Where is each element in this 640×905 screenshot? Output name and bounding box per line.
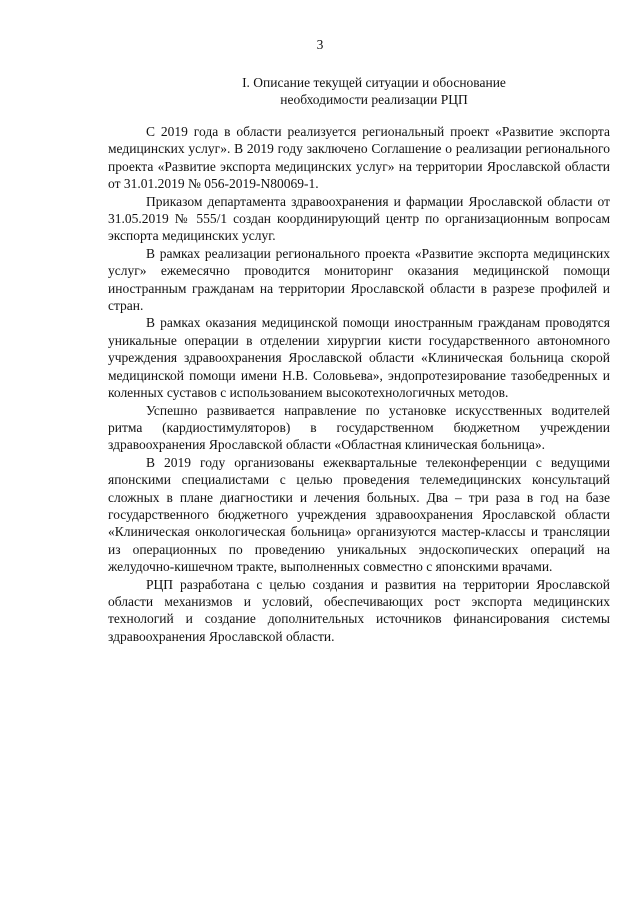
section-heading <box>108 74 640 108</box>
body-text <box>108 123 610 645</box>
section-heading-line-2: необходимости реализации РЦП <box>280 92 468 107</box>
paragraph-pacemakers: Успешно развивается направление по установке искусственных водителей ритма (кардиостимуляторов) в государственном бюджетном учреждении здравоохранения Ярославской области «Областная клиническая больница». <box>108 402 610 453</box>
page-number: 3 <box>316 37 324 52</box>
paragraph-regional-project: С 2019 года в области реализуется региональный проект «Развитие экспорта медицинских услуг». В 2019 году заключено Соглашение о реализации регионального проекта «Развитие экспорта медицинских услуг» на территории Ярославской области от 31.01.2019 № 056-2019-N80069-1. <box>108 124 610 192</box>
section-heading-line-1: I. Описание текущей ситуации и обоснование <box>242 75 506 90</box>
paragraph-teleconferences: В 2019 году организованы ежеквартальные телеконференции с ведущими японскими специалистами с целью проведения телемедицинских консультаций сложных в плане диагностики и лечения больных. Два – три раза в год на базе государственного бюджетного учреждения здравоохранения Ярославской области «Клиническая онкологическая больница» организуются мастер-классы и трансляции из операционных по проведению уникальных эндоскопических операций на желудочно-кишечном тракте, выполненных совместно с японскими врачами. <box>108 454 610 575</box>
paragraph-coordinating-center: Приказом департамента здравоохранения и фармации Ярославской области от 31.05.2019 № 555/1 создан координирующий центр по организационным вопросам экспорта медицинских услуг. <box>108 193 610 244</box>
paragraph-rcp-goal: РЦП разработана с целью создания и развития на территории Ярославской области механизмов и условий, обеспечивающих рост экспорта медицинских технологий и создание дополнительных источников финансирования системы здравоохранения Ярославской области. <box>108 576 610 644</box>
paragraph-unique-operations: В рамках оказания медицинской помощи иностранным гражданам проводятся уникальные операции в отделении хирургии кисти государственного автономного учреждения здравоохранения Ярославской области «Клиническая больница скорой медицинской помощи имени Н.В. Соловьева», эндопротезирование тазобедренных и коленных суставов с использованием высокотехнологичных методов. <box>108 315 610 401</box>
paragraph-monitoring: В рамках реализации регионального проекта «Развитие экспорта медицинских услуг» ежемесячно проводится мониторинг оказания медицинской помощи иностранным гражданам на территории Ярославской области в разрезе профилей и стран. <box>108 245 610 314</box>
